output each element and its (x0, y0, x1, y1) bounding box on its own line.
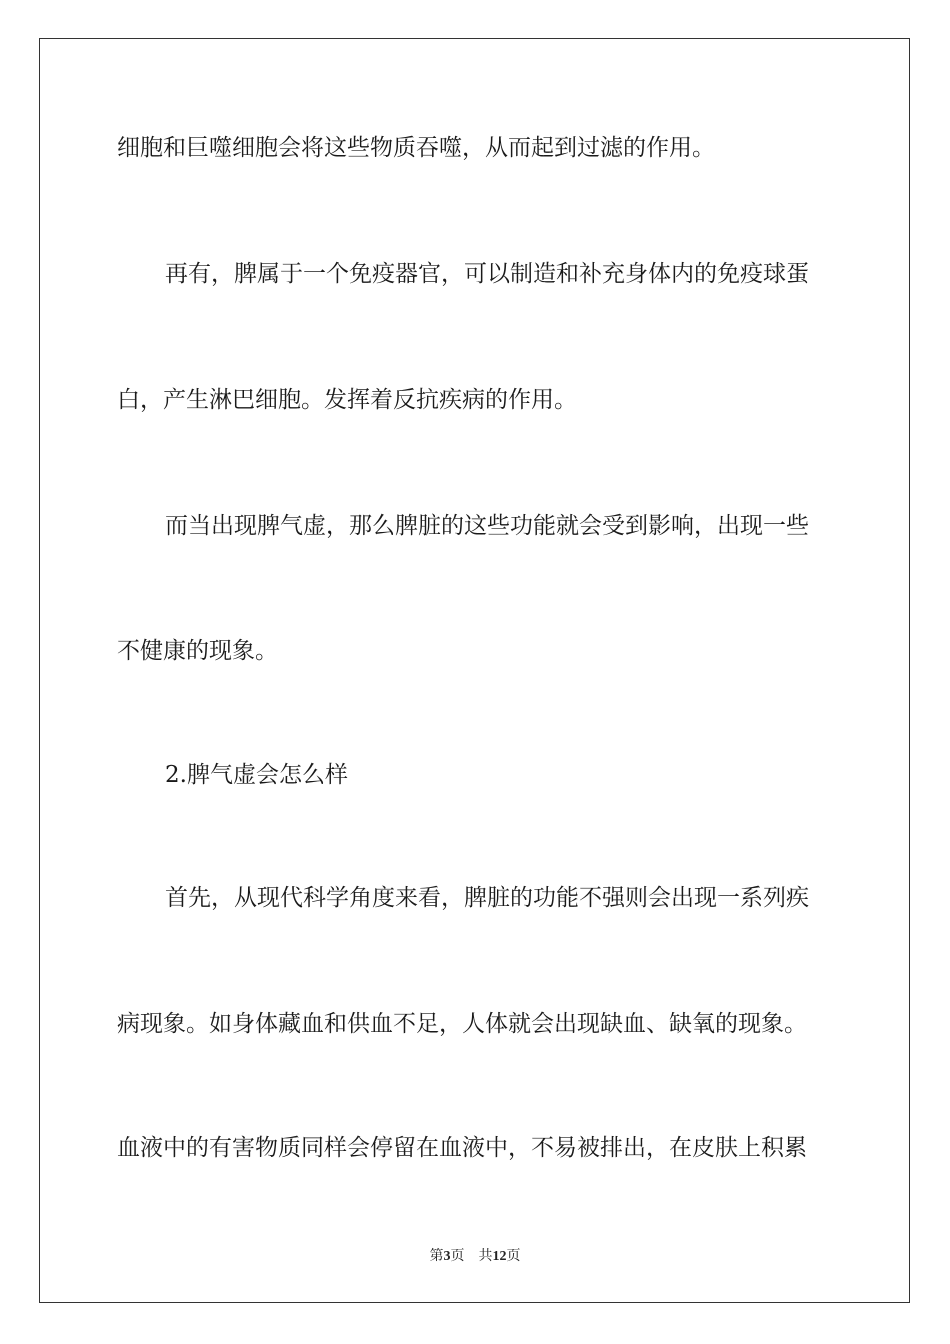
footer-total-prefix: 共 (478, 1249, 493, 1264)
footer-total-pages: 12 (492, 1249, 507, 1264)
body-line-2: 再有，脾属于一个免疫器官，可以制造和补充身体内的免疫球蛋 (165, 261, 809, 287)
page-border (39, 38, 910, 1303)
body-line-6: 首先，从现代科学角度来看，脾脏的功能不强则会出现一系列疾 (165, 885, 809, 911)
body-line-7: 病现象。如身体藏血和供血不足，人体就会出现缺血、缺氧的现象。 (117, 1011, 807, 1037)
body-line-1: 细胞和巨噬细胞会将这些物质吞噬，从而起到过滤的作用。 (117, 135, 715, 161)
body-line-5: 不健康的现象。 (117, 638, 278, 664)
footer-total-suffix: 页 (506, 1249, 521, 1264)
body-line-3: 白，产生淋巴细胞。发挥着反抗疾病的作用。 (117, 387, 577, 413)
footer-page-prefix: 第 (429, 1249, 444, 1264)
footer-page-suffix: 页 (450, 1249, 465, 1264)
footer-current-page: 3 (443, 1249, 451, 1264)
body-line-8: 血液中的有害物质同样会停留在血液中，不易被排出，在皮肤上积累 (117, 1135, 807, 1161)
section-heading: 2.脾气虚会怎么样 (165, 762, 348, 788)
body-line-4: 而当出现脾气虚，那么脾脏的这些功能就会受到影响，出现一些 (165, 513, 809, 539)
page-footer (0, 1245, 950, 1265)
